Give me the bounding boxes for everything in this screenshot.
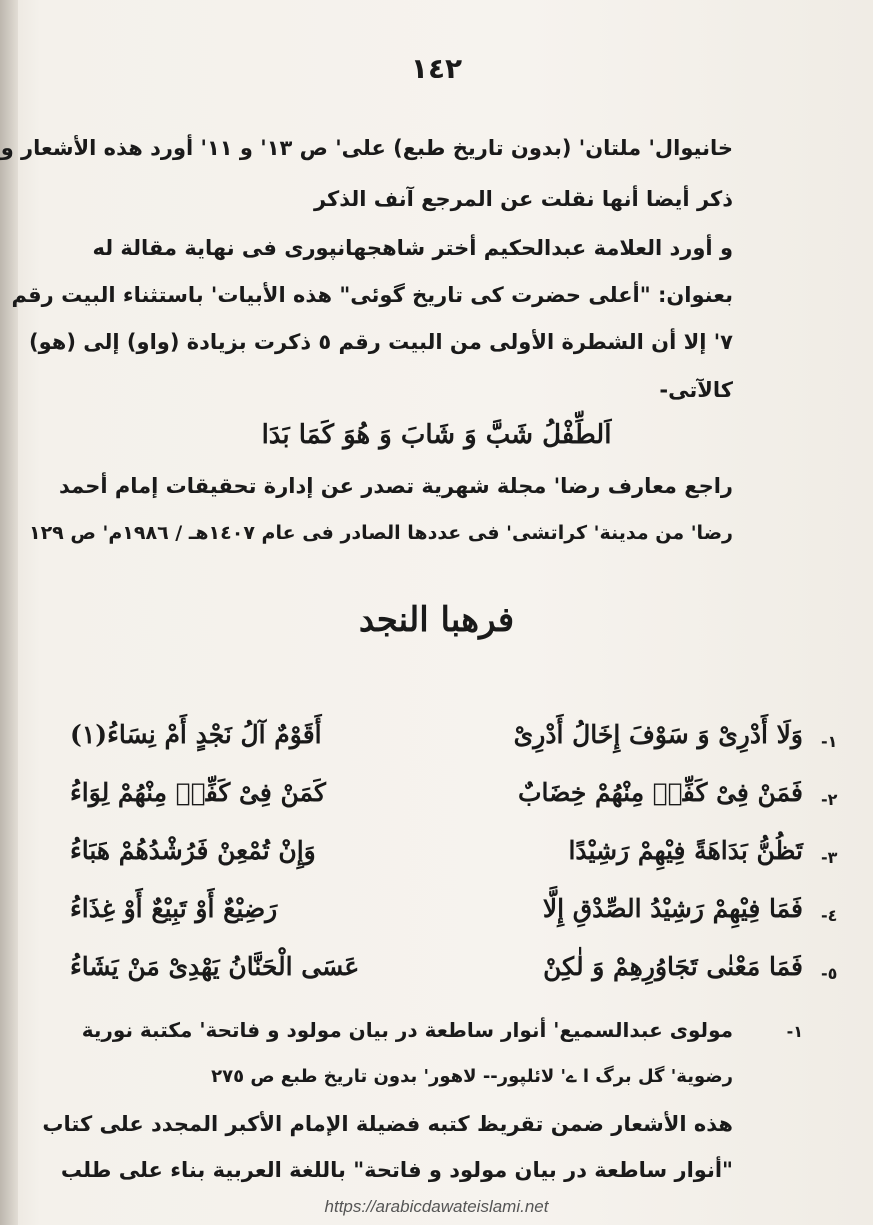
first-hemistich: فَمَا مَعْنٰی تَجَاوُرِهِمْ وَ لٰکِنْ: [543, 952, 803, 981]
verse-number: ٣-: [821, 848, 838, 867]
poem-line: [70, 890, 838, 948]
intro-line-6: کالآتی-: [659, 378, 733, 402]
first-hemistich: فَمَا فِیْهِمْ رَشِیْدُ الصِّدْقِ إِلَّا: [542, 894, 803, 923]
page-number: ١٤٢: [410, 52, 463, 85]
section-title: فرهبا النجد: [358, 600, 515, 640]
quoted-verse: اَلطِّفْلُ شَبَّ وَ شَابَ وَ هُوَ کَمَا بَدَا: [261, 420, 612, 450]
verse-number: ٤-: [821, 906, 838, 925]
verse-number: ٥-: [821, 964, 838, 983]
poem-line: [70, 948, 838, 1006]
poem: [70, 716, 838, 1006]
intro-line-5: ٧' إلا أن الشطرة الأولی من البیت رقم ٥ ذکرت بزیادة (واو) إلی (هو): [29, 330, 733, 354]
verse-number: ١-: [821, 732, 838, 751]
closing-line-2: "أنوار ساطعة در بیان مولود و فاتحة" باللغة العربیة بناء علی طلب: [60, 1158, 733, 1182]
first-hemistich: تَظُنُّ بَدَاهَةً فِیْهِمْ رَشِیْدًا: [568, 836, 803, 865]
reference-line-2: رضا' من مدینة' کراتشی' فی عددها الصادر فی عام ١٤٠٧هـ / ١٩٨٦م' ص ١٢٩: [28, 522, 733, 544]
intro-line-2: ذکر أیضا أنها نقلت عن المرجع آنف الذکر: [313, 187, 733, 211]
footnote-marker: ١-: [786, 1022, 803, 1041]
intro-line-4: بعنوان: "أعلی حضرت کی تاریخ گوئی" هذه الأبیات' باستثناء البیت رقم: [11, 283, 733, 307]
first-hemistich: وَلَا أَدْرِیْ وَ سَوْفَ إِخَالُ أَدْرِیْ: [513, 720, 803, 749]
second-hemistich: عَسَی الْحَنَّانُ یَهْدِیْ مَنْ یَشَاءُ: [70, 952, 360, 981]
second-hemistich: کَمَنْ فِیْ کَفِّهٖ مِنْهُمْ لِوَاءُ: [70, 778, 326, 807]
second-hemistich: أَقَوْمٌ آلُ نَجْدٍ أَمْ نِسَاءُ(١): [70, 720, 322, 749]
poem-line: [70, 774, 838, 832]
closing-line-1: هذه الأشعار ضمن تقریظ کتبه فضیلة الإمام الأکبر المجدد علی کتاب: [42, 1112, 733, 1136]
reference-line-1: راجع معارف رضا' مجلة شهریة تصدر عن إدارة تحقیقات إمام أحمد: [59, 474, 733, 498]
footnote-line-2: رضویة' گل برگ ا ے' لائلپور-- لاهور' بدون تاریخ طبع ص ٢٧٥: [211, 1066, 733, 1087]
intro-line-1: خانیوال' ملتان' (بدون تاریخ طبع) علی' ص ١٣' و ١١' أورد هذه الأشعار و: [0, 136, 733, 160]
verse-number: ٢-: [821, 790, 838, 809]
watermark: https://arabicdawateislami.net: [324, 1197, 549, 1216]
intro-line-3: و أورد العلامة عبدالحکیم أختر شاهجهانپوری فی نهایة مقالة له: [92, 236, 733, 260]
first-hemistich: فَمَنْ فِیْ کَفِّهٖ مِنْهُمْ خِضَابٌ: [518, 778, 803, 807]
poem-line: [70, 832, 838, 890]
second-hemistich: وَإِنْ تُمْعِنْ فَرُشْدُهُمْ هَبَاءُ: [70, 836, 316, 865]
footnote-line-1: مولوی عبدالسمیع' أنوار ساطعة در بیان مولود و فاتحة' مکتبة نوریة: [81, 1018, 733, 1042]
second-hemistich: رَضِیْعٌ أَوْ تَبِیْعٌ أَوْ غِذَاءُ: [70, 894, 278, 923]
poem-line: [70, 716, 838, 774]
